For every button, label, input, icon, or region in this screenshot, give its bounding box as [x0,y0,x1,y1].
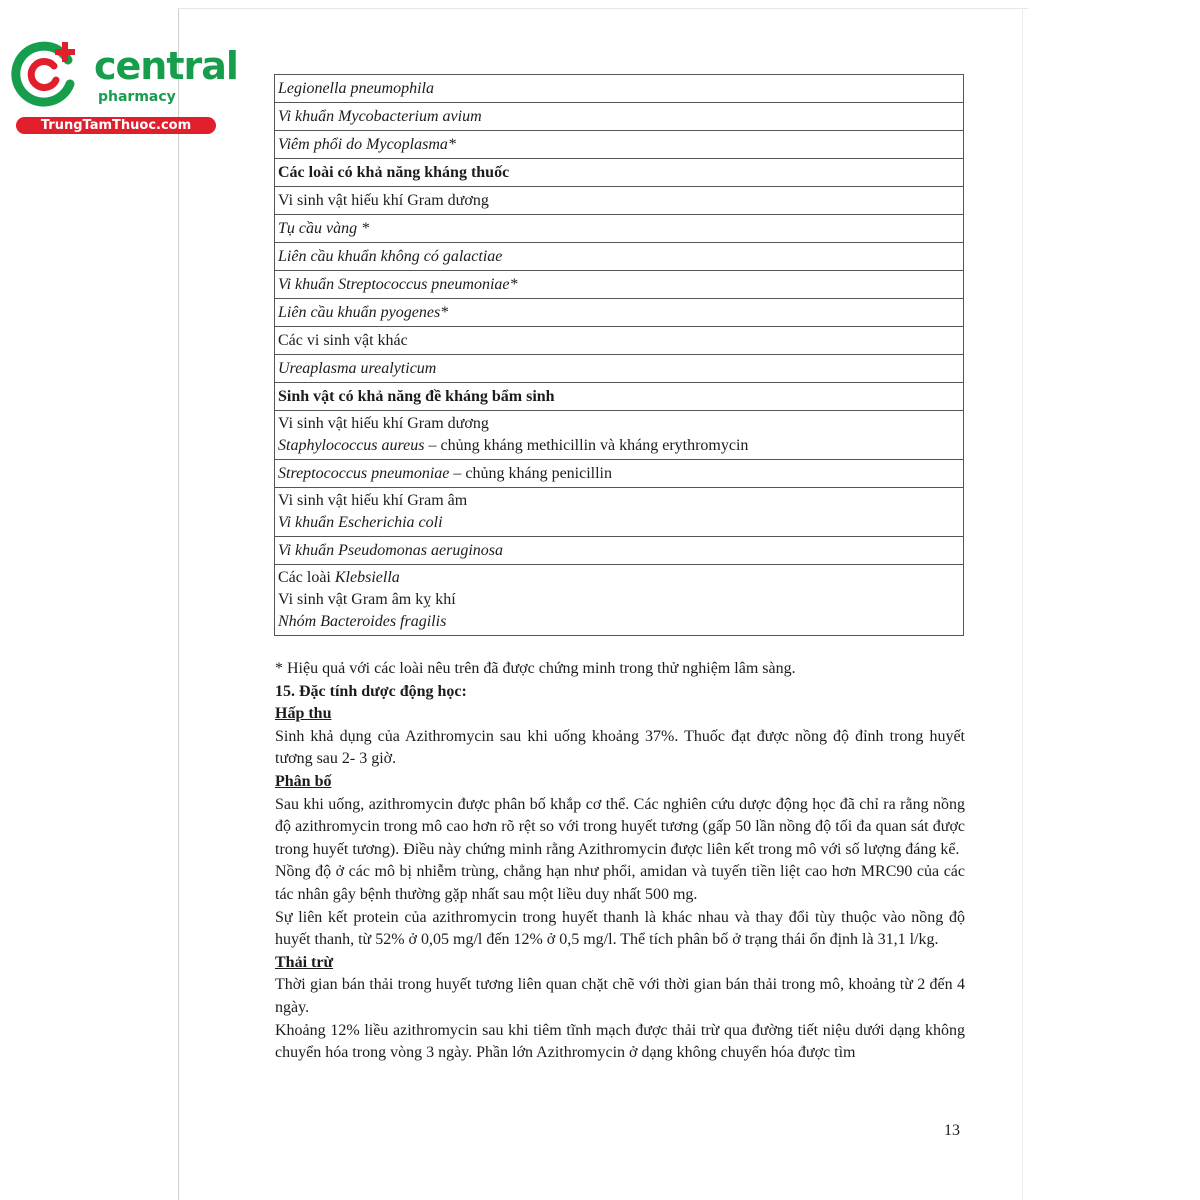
cell-line [278,435,960,457]
table-row [275,243,964,271]
species-name: Streptococcus pneumoniae [278,464,450,482]
absorption-heading: Hấp thu [275,705,332,723]
table-cell: Vi khuẩn Mycobacterium avium [275,103,964,131]
logo-subtitle: pharmacy [98,89,176,105]
table-row [275,215,964,243]
table-row [275,460,964,488]
table-cell: Vi khuẩn Streptococcus pneumoniae* [275,271,964,299]
distribution-paragraph: Nồng độ ở các mô bị nhiễm trùng, chẳng hạn như phổi, amidan và tuyến tiền liệt cao hơn MRC90 của các tác nhân gây bệnh thường gặp nhất sau một liều duy nhất 500 mg. [275,863,965,903]
table-row [275,299,964,327]
table-row [275,411,964,460]
elimination-heading: Thải trừ [275,953,334,971]
document-body [275,658,965,1065]
table-cell: Liên cầu khuẩn pyogenes* [275,299,964,327]
logo-brand-name: central [94,44,238,88]
table-row [275,383,964,411]
table-cell: Tụ cầu vàng * [275,215,964,243]
table-row [275,75,964,103]
table-cell [275,411,964,460]
central-pharmacy-logo [8,34,238,138]
table-row [275,159,964,187]
table-row [275,537,964,565]
page-edge-top [178,8,1028,9]
table-cell [275,565,964,636]
susceptibility-table [274,74,964,636]
table-row [275,187,964,215]
table-row [275,488,964,537]
table-row [275,103,964,131]
table-section-heading: Các loài có khả năng kháng thuốc [275,159,964,187]
table-row [275,327,964,355]
table-row [275,131,964,159]
table-cell [275,460,964,488]
cell-line: Vi sinh vật hiếu khí Gram dương [278,415,489,432]
distribution-paragraph: Sau khi uống, azithromycin được phân bố khắp cơ thể. Các nghiên cứu dược động học đã chỉ ra rằng nồng độ azithromycin trong mô cao hơn rõ rệt so với trong huyết tương (gấp 50 lần nồng độ tối đa quan sát được trong huyết tương). Điều này chứng minh rằng Azithromycin được liên kết trong mô với số lượng đáng kể. [275,795,965,858]
table-section-heading: Sinh vật có khả năng đề kháng bẩm sinh [275,383,964,411]
distribution-paragraph: Sự liên kết protein của azithromycin trong huyết thanh là khác nhau và thay đổi tùy thuộc vào nồng độ huyết thanh, từ 52% ở 0,05 mg/l đến 12% ở 0,5 mg/l. Thể tích phân bố ở trạng thái ổn định là 31,1 l/kg. [275,908,965,949]
table-cell: Vi sinh vật hiếu khí Gram dương [275,187,964,215]
pharmacy-cross-icon [10,38,80,108]
cell-line: Vi khuẩn Escherichia coli [278,514,443,531]
section-title: 15. Đặc tính dược động học: [275,682,467,700]
cell-line [278,567,960,589]
table-cell: Liên cầu khuẩn không có galactiae [275,243,964,271]
page-edge [178,8,179,1200]
elimination-paragraph: Thời gian bán thải trong huyết tương liên quan chặt chẽ với thời gian bán thải trong mô, khoảng từ 2 đến 4 ngày. [275,976,965,1016]
elimination-paragraph: Khoảng 12% liều azithromycin sau khi tiêm tĩnh mạch được thải trừ qua đường tiết niệu dưới dạng không chuyển hóa trong vòng 3 ngày. Phần lớn Azithromycin ở dạng không chuyển hóa được tìm [275,1021,965,1062]
table-row [275,355,964,383]
table-cell [275,488,964,537]
cell-text: – chủng kháng penicillin [449,464,612,482]
table-row [275,271,964,299]
cell-line: Vi sinh vật Gram âm kỵ khí [278,591,456,608]
cell-line: Vi sinh vật hiếu khí Gram âm [278,492,468,509]
table-row [275,565,964,636]
table-cell: Viêm phổi do Mycoplasma* [275,131,964,159]
table-cell: Các vi sinh vật khác [275,327,964,355]
table-cell: Vi khuẩn Pseudomonas aeruginosa [275,537,964,565]
species-name: Klebsiella [334,569,400,586]
distribution-heading: Phân bố [275,772,332,790]
footnote: * Hiệu quả với các loài nêu trên đã được chứng minh trong thử nghiệm lâm sàng. [275,660,796,677]
cell-text: Các loài [278,569,335,586]
table-cell: Legionella pneumophila [275,75,964,103]
logo-website: TrungTamThuoc.com [16,117,216,134]
absorption-text: Sinh khả dụng của Azithromycin sau khi uống khoảng 37%. Thuốc đạt được nồng độ đỉnh trong huyết tương sau 2- 3 giờ. [275,727,965,768]
page-edge-right [1022,8,1023,1200]
cell-line: Nhóm Bacteroides fragilis [278,613,447,630]
species-name: Staphylococcus aureus [278,437,425,454]
page-number: 13 [944,1122,960,1139]
table-cell: Ureaplasma urealyticum [275,355,964,383]
cell-text: – chủng kháng methicillin và kháng erythromycin [424,437,749,454]
